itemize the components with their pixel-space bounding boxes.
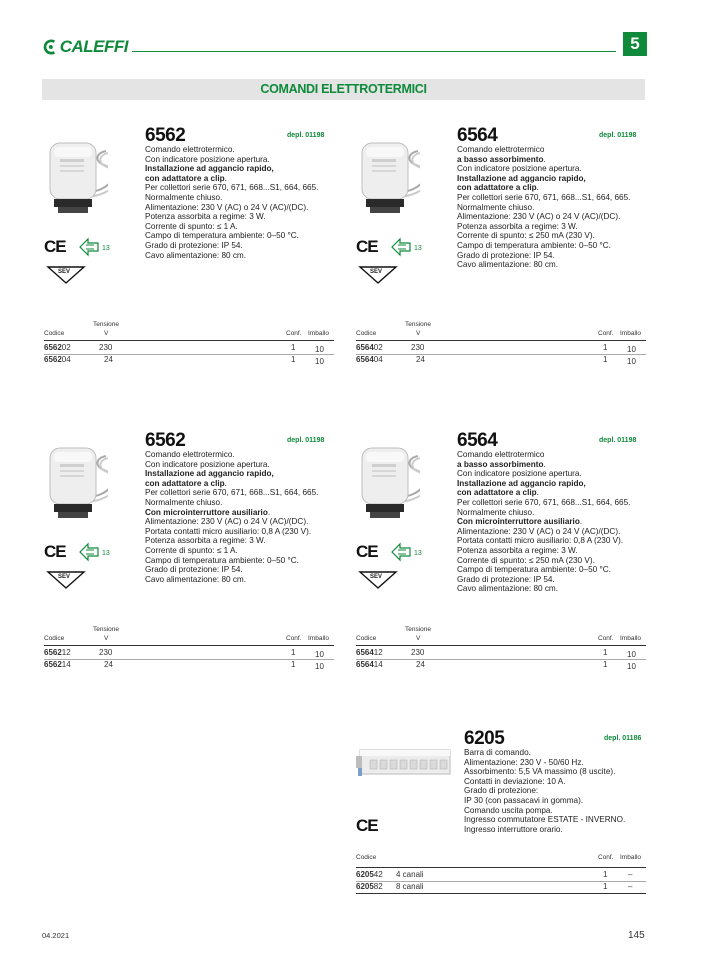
- product-description: [464, 748, 669, 834]
- ce-mark: CE: [356, 542, 378, 561]
- col-imballo: Imballo: [620, 635, 641, 642]
- description-line: Portata contatti micro ausiliario: 0,8 A (230 V).: [145, 526, 312, 536]
- table-header-rule: [356, 867, 646, 868]
- description-line: Cavo alimentazione: 80 cm.: [457, 584, 559, 594]
- col-imballo: Imballo: [620, 330, 641, 337]
- col-conf: Conf.: [598, 330, 614, 337]
- caleffi-logo: [42, 36, 128, 58]
- table-row-imballo: 10: [627, 357, 636, 366]
- col-codice: Codice: [356, 854, 377, 861]
- section-title: COMANDI ELETTROTERMICI: [260, 82, 427, 96]
- description-line: Cavo alimentazione: 80 cm.: [145, 250, 247, 260]
- imq-mark-icon: [390, 237, 416, 262]
- table-row-conf: 1: [603, 355, 608, 364]
- table-row-code: 620542: [356, 870, 383, 879]
- description-line: Comando elettrotermico: [457, 145, 545, 154]
- imq-number: 13: [102, 550, 110, 557]
- description-line: Comando uscita pompa.: [464, 805, 553, 815]
- sev-mark: SEV: [46, 265, 86, 290]
- description-line: Installazione ad aggancio rapido,: [145, 164, 274, 174]
- actuator-image: [356, 131, 420, 226]
- product-code: 6564: [457, 125, 498, 146]
- table-row-imballo: 10: [627, 650, 636, 659]
- col-imballo: Imballo: [308, 330, 329, 337]
- table-row-voltage: 230: [411, 648, 425, 657]
- description-line: Portata contatti micro ausiliario: 0,8 A (230 V).: [457, 536, 624, 546]
- col-codice: Codice: [356, 635, 377, 642]
- table-row-conf: 1: [603, 882, 608, 891]
- col-conf: Conf.: [286, 635, 302, 642]
- table-row-conf: 1: [291, 660, 296, 669]
- description-line: Potenza assorbita a regime: 3 W.: [145, 536, 266, 546]
- table-row-code: 656214: [44, 660, 71, 669]
- description-line: Normalmente chiuso.: [457, 202, 535, 212]
- description-line: Cavo alimentazione: 80 cm.: [457, 260, 559, 270]
- product-description: [145, 145, 350, 260]
- order-table: [44, 626, 334, 686]
- description-line: Corrente di spunto: ≤ 1 A.: [145, 221, 238, 231]
- section-title-band: [42, 79, 645, 100]
- description-line: Contatti in deviazione: 10 A.: [464, 776, 566, 786]
- col-conf: Conf.: [286, 330, 302, 337]
- description-line: Alimentazione: 230 V (AC) o 24 V (AC)/(DC).: [457, 526, 621, 536]
- description-line: Grado di protezione:: [464, 786, 539, 796]
- description-line: Alimentazione: 230 V - 50/60 Hz.: [464, 757, 584, 767]
- product-block-bar: [356, 728, 646, 898]
- col-conf: Conf.: [598, 854, 614, 861]
- description-line: con adattatore a clip.: [145, 173, 227, 183]
- table-row-voltage: 24: [104, 660, 113, 669]
- order-table: [44, 321, 334, 381]
- table-row-voltage: 230: [99, 648, 113, 657]
- logo-text: CALEFFI: [59, 37, 128, 56]
- col-conf: Conf.: [598, 635, 614, 642]
- table-row-voltage: 230: [411, 343, 425, 352]
- table-row-code: 656402: [356, 343, 383, 352]
- description-line: Normalmente chiuso.: [145, 192, 223, 202]
- product-code: 6562: [145, 125, 186, 146]
- description-line: con adattatore a clip.: [457, 488, 539, 498]
- product-block: [44, 125, 344, 385]
- description-line: a basso assorbimento.: [457, 459, 546, 469]
- description-line: con adattatore a clip.: [145, 478, 227, 488]
- product-description: [145, 450, 350, 584]
- header-rule: [132, 51, 616, 52]
- order-table: [356, 854, 646, 899]
- description-line: Potenza assorbita a regime: 3 W.: [457, 545, 578, 555]
- product-block: [44, 430, 344, 690]
- table-row-conf: 1: [603, 660, 608, 669]
- col-v: V: [416, 635, 421, 642]
- description-line: Alimentazione: 230 V (AC) o 24 V (AC)/(DC).: [145, 202, 309, 212]
- table-row-desc: 8 canali: [396, 882, 424, 891]
- description-line: Campo di temperatura ambiente: 0–50 °C.: [145, 231, 299, 241]
- description-line: Con indicatore posizione apertura.: [145, 154, 270, 164]
- description-line: IP 30 (con passacavi in gomma).: [464, 795, 584, 805]
- description-line: Con microinterruttore ausiliario.: [145, 507, 271, 517]
- table-row-imballo: 10: [627, 345, 636, 354]
- product-block: [356, 125, 656, 385]
- sev-mark: SEV: [358, 570, 398, 595]
- description-line: Comando elettrotermico: [457, 450, 545, 459]
- description-line: con adattatore a clip.: [457, 183, 539, 193]
- col-v: V: [416, 330, 421, 337]
- product-description: [457, 145, 662, 270]
- description-line: Campo di temperatura ambiente: 0–50 °C.: [457, 240, 611, 250]
- description-line: Campo di temperatura ambiente: 0–50 °C.: [145, 555, 299, 565]
- product-description: [457, 450, 662, 594]
- description-line: Con indicatore posizione apertura.: [457, 469, 582, 479]
- col-codice: Codice: [44, 635, 65, 642]
- table-row-imballo: 10: [315, 345, 324, 354]
- table-row-code: 620582: [356, 882, 383, 891]
- table-row-conf: 1: [603, 870, 608, 879]
- col-imballo: Imballo: [620, 854, 641, 861]
- description-line: Installazione ad aggancio rapido,: [457, 173, 586, 183]
- description-line: Installazione ad aggancio rapido,: [145, 469, 274, 479]
- actuator-image: [44, 436, 108, 531]
- description-line: Installazione ad aggancio rapido,: [457, 478, 586, 488]
- depl-number: depl. 01198: [287, 132, 325, 139]
- description-line: Grado di protezione: IP 54.: [145, 240, 243, 250]
- col-v: V: [104, 330, 109, 337]
- order-table: [356, 321, 646, 381]
- table-row-code: 656414: [356, 660, 383, 669]
- sev-mark: SEV: [358, 265, 398, 290]
- product-code: 6205: [464, 728, 505, 749]
- table-header-rule: [44, 340, 334, 341]
- imq-mark-icon: [78, 542, 104, 567]
- table-row-code: 656204: [44, 355, 71, 364]
- control-bar-image: [356, 746, 456, 785]
- ce-mark: CE: [356, 816, 378, 835]
- table-row-voltage: 24: [416, 660, 425, 669]
- table-header-rule: [44, 645, 334, 646]
- footer-date: 04.2021: [42, 931, 70, 940]
- col-tensione: Tensione: [93, 626, 120, 633]
- depl-number: depl. 01198: [287, 437, 325, 444]
- table-header-rule: [356, 645, 646, 646]
- imq-mark-icon: [390, 542, 416, 567]
- description-line: Potenza assorbita a regime: 3 W.: [145, 212, 266, 222]
- description-line: Con indicatore posizione apertura.: [145, 459, 270, 469]
- imq-number: 13: [414, 550, 422, 557]
- imq-number: 13: [102, 245, 110, 252]
- product-block: [356, 430, 656, 690]
- table-row-imballo: 10: [627, 662, 636, 671]
- description-line: Con indicatore posizione apertura.: [457, 164, 582, 174]
- description-line: Cavo alimentazione: 80 cm.: [145, 574, 247, 584]
- description-line: Normalmente chiuso.: [145, 497, 223, 507]
- depl-number: depl. 01186: [604, 735, 642, 742]
- description-line: a basso assorbimento.: [457, 154, 546, 164]
- table-row-conf: 1: [291, 355, 296, 364]
- description-line: Alimentazione: 230 V (AC) o 24 V (AC)/(DC).: [145, 517, 309, 527]
- description-line: Corrente di spunto: ≤ 1 A.: [145, 545, 238, 555]
- col-tensione: Tensione: [405, 626, 432, 633]
- description-line: Per collettori serie 670, 671, 668...S1, 664, 665.: [457, 192, 631, 202]
- description-line: Campo di temperatura ambiente: 0–50 °C.: [457, 565, 611, 575]
- col-codice: Codice: [356, 330, 377, 337]
- imq-mark-icon: [78, 237, 104, 262]
- table-row-conf: 1: [291, 648, 296, 657]
- table-row-desc: 4 canali: [396, 870, 424, 879]
- description-line: Per collettori serie 670, 671, 668...S1, 664, 665.: [145, 488, 319, 498]
- description-line: Con microinterruttore ausiliario.: [457, 517, 583, 527]
- description-line: Assorbimento: 5,5 VA massimo (8 uscite).: [464, 767, 616, 777]
- product-code: 6562: [145, 430, 186, 451]
- depl-number: depl. 01198: [599, 437, 637, 444]
- description-line: Per collettori serie 670, 671, 668...S1, 664, 665.: [457, 497, 631, 507]
- table-row-voltage: 24: [104, 355, 113, 364]
- table-row-imballo: –: [628, 882, 633, 891]
- caleffi-logo-icon: [42, 38, 60, 56]
- sev-mark: SEV: [46, 570, 86, 595]
- table-row-imballo: –: [628, 870, 633, 879]
- description-line: Corrente di spunto: ≤ 250 mA (230 V).: [457, 231, 595, 241]
- table-row-conf: 1: [291, 343, 296, 352]
- ce-mark: CE: [356, 237, 378, 256]
- order-table: [356, 626, 646, 686]
- ce-mark: CE: [44, 542, 66, 561]
- table-row-code: 656404: [356, 355, 383, 364]
- table-row-imballo: 10: [315, 357, 324, 366]
- table-row-imballo: 10: [315, 650, 324, 659]
- actuator-image: [44, 131, 108, 226]
- description-line: Grado di protezione: IP 54.: [457, 574, 555, 584]
- description-line: Grado di protezione: IP 54.: [145, 565, 243, 575]
- table-row-conf: 1: [603, 648, 608, 657]
- description-line: Normalmente chiuso.: [457, 507, 535, 517]
- table-header-rule: [356, 340, 646, 341]
- table-row-code: 656412: [356, 648, 383, 657]
- page-number: 145: [628, 930, 645, 941]
- description-line: Comando elettrotermico.: [145, 145, 235, 154]
- table-row-rule: [356, 893, 646, 894]
- depl-number: depl. 01198: [599, 132, 637, 139]
- imq-number: 13: [414, 245, 422, 252]
- table-row-code: 656212: [44, 648, 71, 657]
- col-imballo: Imballo: [308, 635, 329, 642]
- table-row-conf: 1: [603, 343, 608, 352]
- actuator-image: [356, 436, 420, 531]
- description-line: Comando elettrotermico.: [145, 450, 235, 459]
- table-row-voltage: 230: [99, 343, 113, 352]
- description-line: Ingresso interruttore orario.: [464, 824, 563, 834]
- col-tensione: Tensione: [405, 321, 432, 328]
- col-tensione: Tensione: [93, 321, 120, 328]
- description-line: Corrente di spunto: ≤ 250 mA (230 V).: [457, 555, 595, 565]
- product-code: 6564: [457, 430, 498, 451]
- description-line: Alimentazione: 230 V (AC) o 24 V (AC)/(DC).: [457, 212, 621, 222]
- table-row-code: 656202: [44, 343, 71, 352]
- description-line: Ingresso commutatore ESTATE - INVERNO.: [464, 815, 626, 825]
- table-row-voltage: 24: [416, 355, 425, 364]
- description-line: Barra di comando.: [464, 748, 531, 757]
- description-line: Per collettori serie 670, 671, 668...S1, 664, 665.: [145, 183, 319, 193]
- chapter-badge: 5: [623, 32, 647, 56]
- col-v: V: [104, 635, 109, 642]
- table-row-imballo: 10: [315, 662, 324, 671]
- description-line: Potenza assorbita a regime: 3 W.: [457, 221, 578, 231]
- ce-mark: CE: [44, 237, 66, 256]
- col-codice: Codice: [44, 330, 65, 337]
- description-line: Grado di protezione: IP 54.: [457, 250, 555, 260]
